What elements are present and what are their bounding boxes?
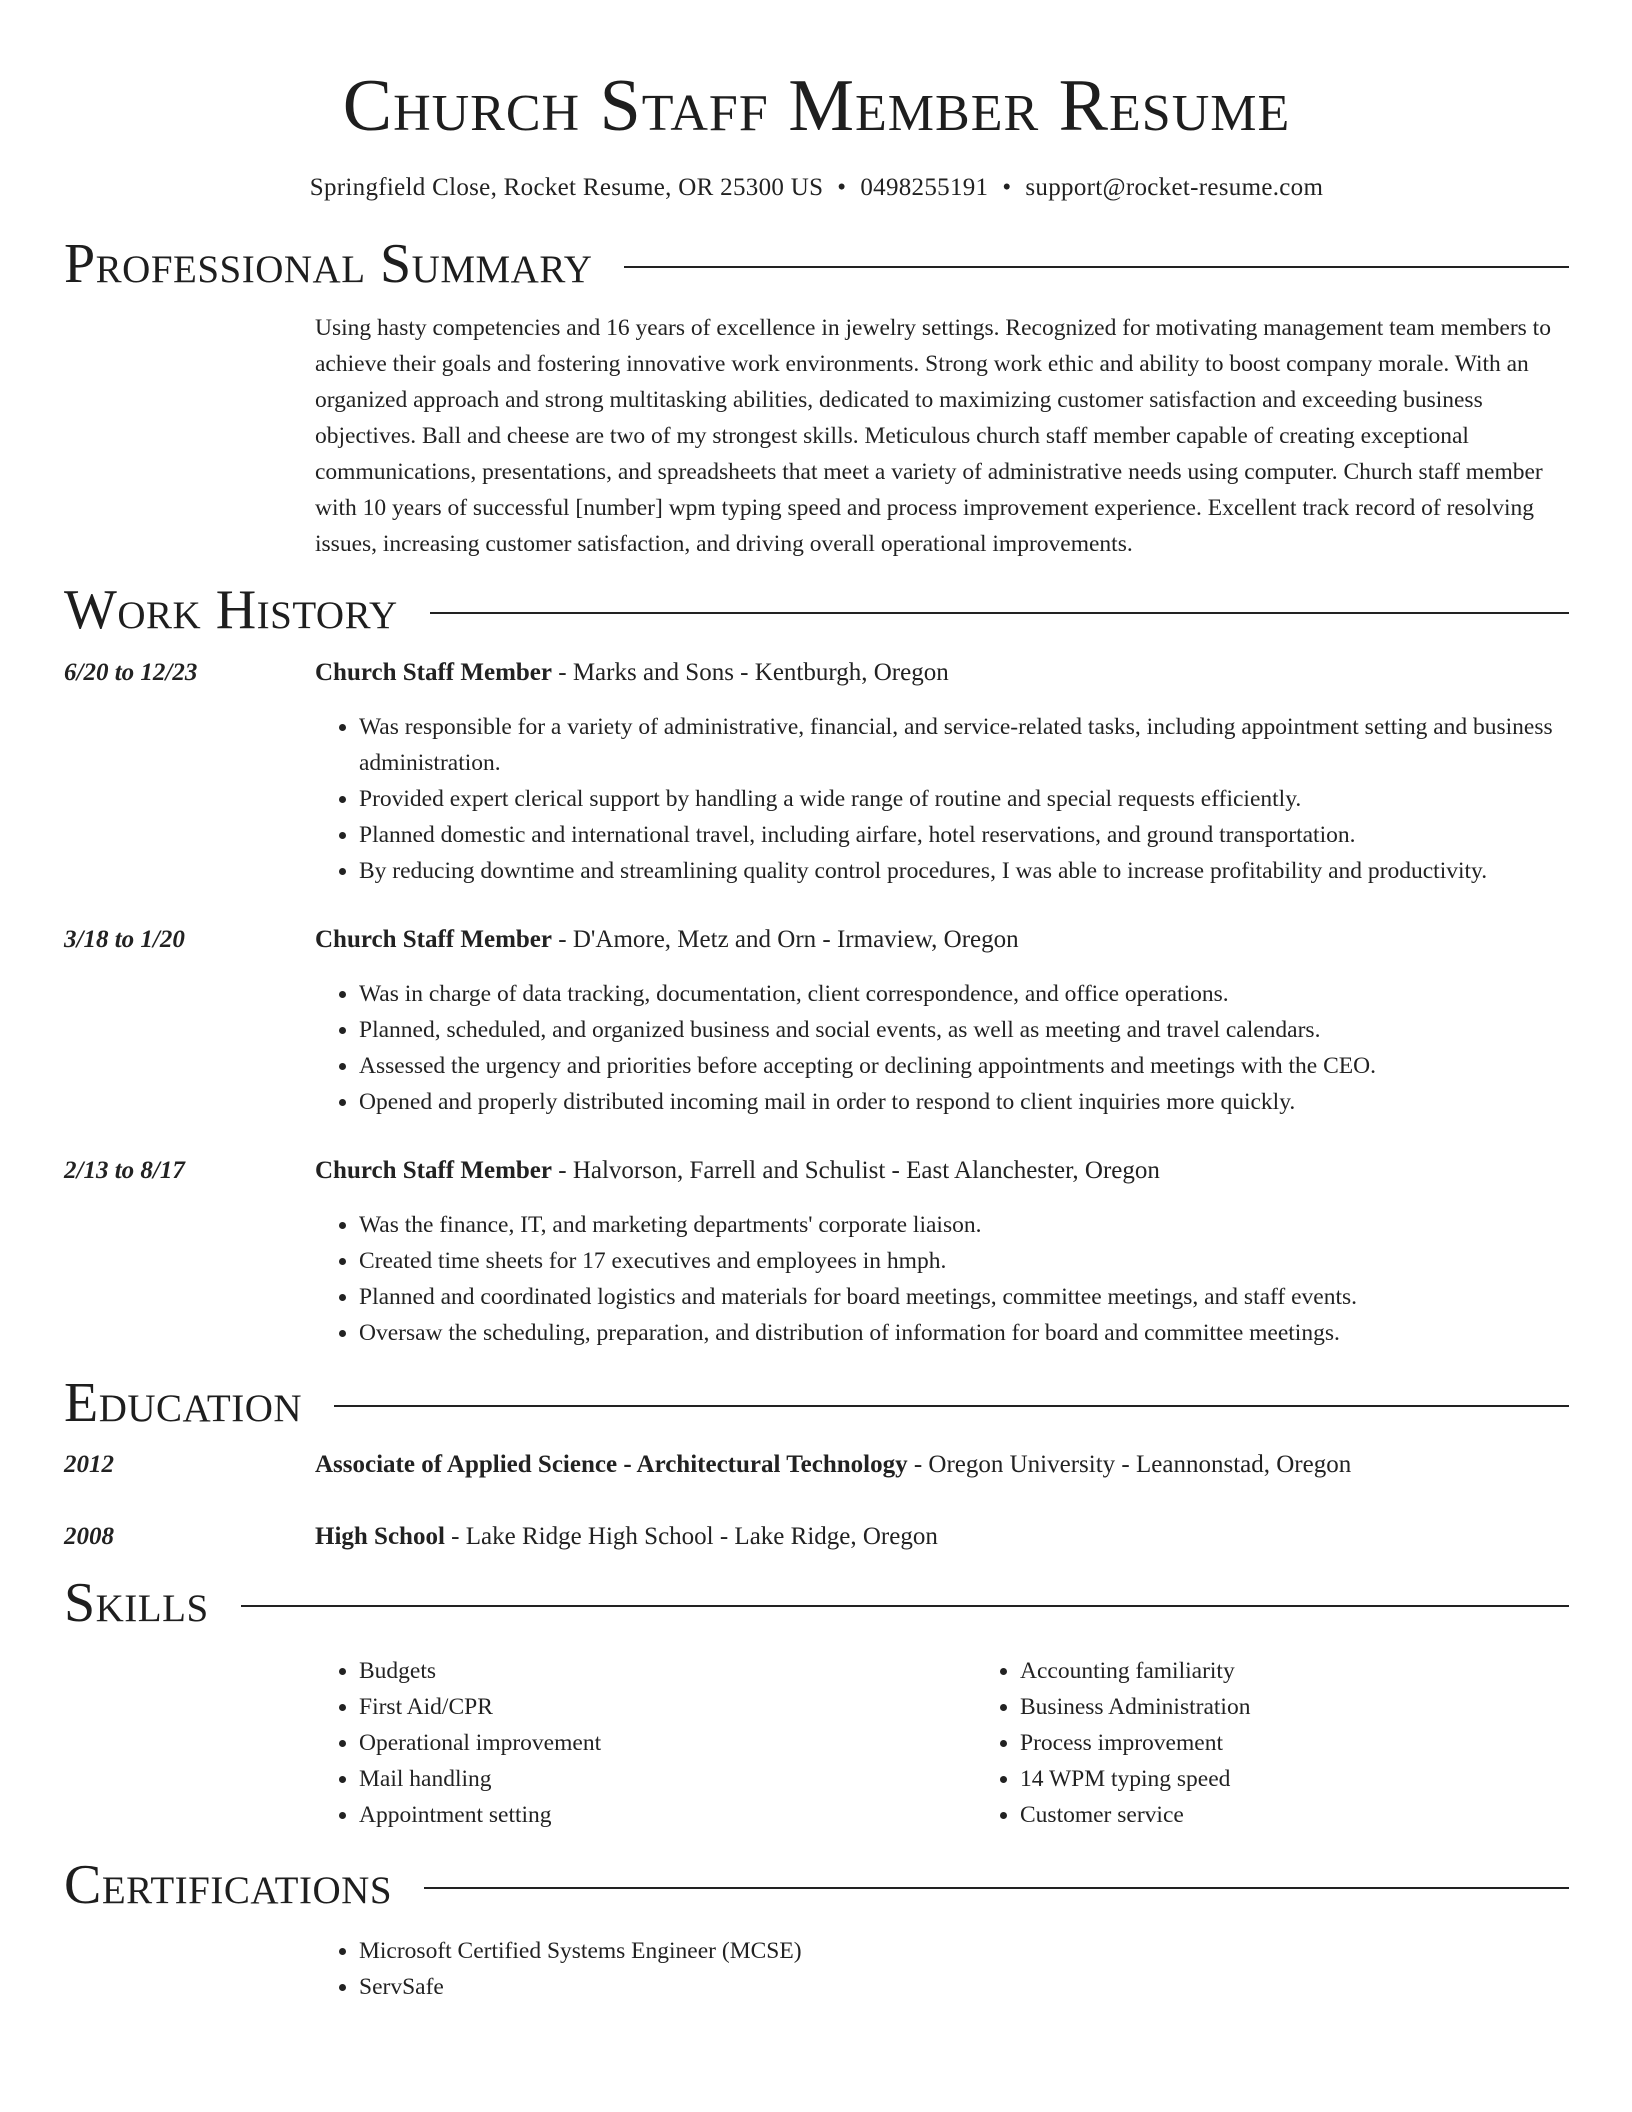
job-bullets <box>315 709 1569 889</box>
contact-separator: • <box>1002 174 1012 201</box>
job-details: - D'Amore, Metz and Orn - Irmaview, Oregon <box>552 926 1019 953</box>
list-item: • Planned and coordinated logistics and materials for board meetings, committee meetings, and staff events. <box>359 1279 1569 1315</box>
job-heading <box>315 655 1569 691</box>
job-entry <box>64 1153 1569 1351</box>
job-dates: 2/13 to 8/17 <box>64 1157 185 1184</box>
list-item: • Planned domestic and international travel, including airfare, hotel reservations, and ground transportation. <box>359 817 1569 853</box>
job-title: Church Staff Member <box>315 1157 552 1184</box>
list-item: • Provided expert clerical support by handling a wide range of routine and special requests efficiently. <box>359 781 1569 817</box>
skills-section <box>64 1571 1569 1833</box>
certifications-spacer <box>64 1933 315 2005</box>
job-details: - Halvorson, Farrell and Schulist - East Alanchester, Oregon <box>552 1157 1160 1184</box>
list-item: • Accounting familiarity <box>1020 1653 1632 1689</box>
list-item: • 14 WPM typing speed <box>1020 1761 1632 1797</box>
contact-phone: 0498255191 <box>860 174 989 201</box>
education-details: - Lake Ridge High School - Lake Ridge, Oregon <box>444 1523 938 1550</box>
job-heading <box>315 1153 1569 1189</box>
section-header <box>64 1371 1569 1435</box>
job-bullets <box>315 1207 1569 1351</box>
certifications-heading: Certifications <box>64 1854 393 1916</box>
education-year: 2008 <box>64 1523 114 1550</box>
education-section <box>64 1371 1569 1555</box>
work-heading: Work History <box>64 579 398 641</box>
list-item: • ServSafe <box>359 1969 1569 2005</box>
list-item: • Assessed the urgency and priorities before accepting or declining appointments and meetings with the CEO. <box>359 1048 1569 1084</box>
education-year: 2012 <box>64 1451 114 1478</box>
summary-text: Using hasty competencies and 16 years of excellence in jewelry settings. Recognized for motivating management team members to achieve their goals and fostering innovative work environments. Strong work ethic and ability to boost company morale. With an organized approach and strong multitasking abilities, dedicated to maximizing customer satisfaction and exceeding business objectives. Ball and cheese are two of my strongest skills. Meticulous church staff member capable of creating exceptional communications, presentations, and spreadsheets that meet a variety of administrative needs using computer. Church staff member with 10 years of successful [number] wpm typing speed and process improvement experience. Excellent track record of resolving issues, increasing customer satisfaction, and driving overall operational improvements. <box>315 315 1551 557</box>
list-item: • Business Administration <box>1020 1689 1632 1725</box>
education-entry <box>64 1519 1569 1555</box>
list-item: • Planned, scheduled, and organized business and social events, as well as meeting and travel calendars. <box>359 1012 1569 1048</box>
list-item: • First Aid/CPR <box>359 1689 976 1725</box>
list-item: • Was the finance, IT, and marketing departments' corporate liaison. <box>359 1207 1569 1243</box>
certifications-list <box>315 1933 1569 2005</box>
list-item: • Budgets <box>359 1653 976 1689</box>
certifications-section <box>64 1853 1569 2005</box>
job-entry <box>64 655 1569 889</box>
job-title: Church Staff Member <box>315 926 552 953</box>
skills-list-left <box>315 1653 976 1833</box>
list-item: • Opened and properly distributed incoming mail in order to respond to client inquiries more quickly. <box>359 1084 1569 1120</box>
job-dates: 6/20 to 12/23 <box>64 659 198 686</box>
resume-page <box>64 0 1569 2005</box>
contact-line <box>64 170 1569 206</box>
education-heading-line <box>315 1447 1569 1483</box>
education-degree: High School <box>315 1523 445 1550</box>
list-item: • Was responsible for a variety of administrative, financial, and service-related tasks, including appointment setting and business administration. <box>359 709 1569 781</box>
section-divider <box>334 1405 1569 1407</box>
summary-row <box>64 310 1569 562</box>
contact-email: support@rocket-resume.com <box>1025 174 1324 201</box>
education-degree: Associate of Applied Science - Architectural Technology <box>315 1451 908 1478</box>
section-header <box>64 1853 1569 1917</box>
skills-grid <box>315 1653 1632 1833</box>
certifications-row <box>64 1933 1569 2005</box>
list-item: • Operational improvement <box>359 1725 976 1761</box>
job-dates: 3/18 to 1/20 <box>64 926 185 953</box>
section-header <box>64 1571 1569 1635</box>
job-title: Church Staff Member <box>315 659 552 686</box>
section-divider <box>624 266 1569 268</box>
list-item: • By reducing downtime and streamlining quality control procedures, I was able to increase profitability and productivity. <box>359 853 1569 889</box>
education-entry <box>64 1447 1569 1483</box>
list-item: • Created time sheets for 17 executives and employees in hmph. <box>359 1243 1569 1279</box>
resume-title: Church Staff Member Resume <box>342 65 1291 147</box>
section-divider <box>424 1887 1569 1889</box>
skills-row <box>64 1653 1569 1833</box>
list-item: • Customer service <box>1020 1797 1632 1833</box>
summary-section <box>64 232 1569 562</box>
skills-list-right <box>976 1653 1632 1833</box>
job-entry <box>64 922 1569 1120</box>
job-heading <box>315 922 1569 958</box>
contact-address: Springfield Close, Rocket Resume, OR 25300 US <box>309 174 824 201</box>
list-item: • Microsoft Certified Systems Engineer (MCSE) <box>359 1933 1569 1969</box>
education-details: - Oregon University - Leannonstad, Oregon <box>907 1451 1352 1478</box>
job-bullets <box>315 976 1569 1120</box>
contact-separator: • <box>837 174 847 201</box>
education-heading-line <box>315 1519 1569 1555</box>
list-item: • Process improvement <box>1020 1725 1632 1761</box>
list-item: • Appointment setting <box>359 1797 976 1833</box>
skills-heading: Skills <box>64 1572 209 1634</box>
summary-spacer <box>64 310 315 562</box>
work-section <box>64 578 1569 1351</box>
job-details: - Marks and Sons - Kentburgh, Oregon <box>552 659 949 686</box>
section-divider <box>430 612 1569 614</box>
education-heading: Education <box>64 1372 303 1434</box>
summary-heading: Professional Summary <box>64 233 593 295</box>
list-item: • Was in charge of data tracking, documentation, client correspondence, and office operations. <box>359 976 1569 1012</box>
list-item: • Oversaw the scheduling, preparation, and distribution of information for board and committee meetings. <box>359 1315 1569 1351</box>
section-divider <box>241 1605 1569 1607</box>
list-item: • Mail handling <box>359 1761 976 1797</box>
section-header <box>64 232 1569 296</box>
section-header <box>64 578 1569 642</box>
skills-spacer <box>64 1653 315 1833</box>
